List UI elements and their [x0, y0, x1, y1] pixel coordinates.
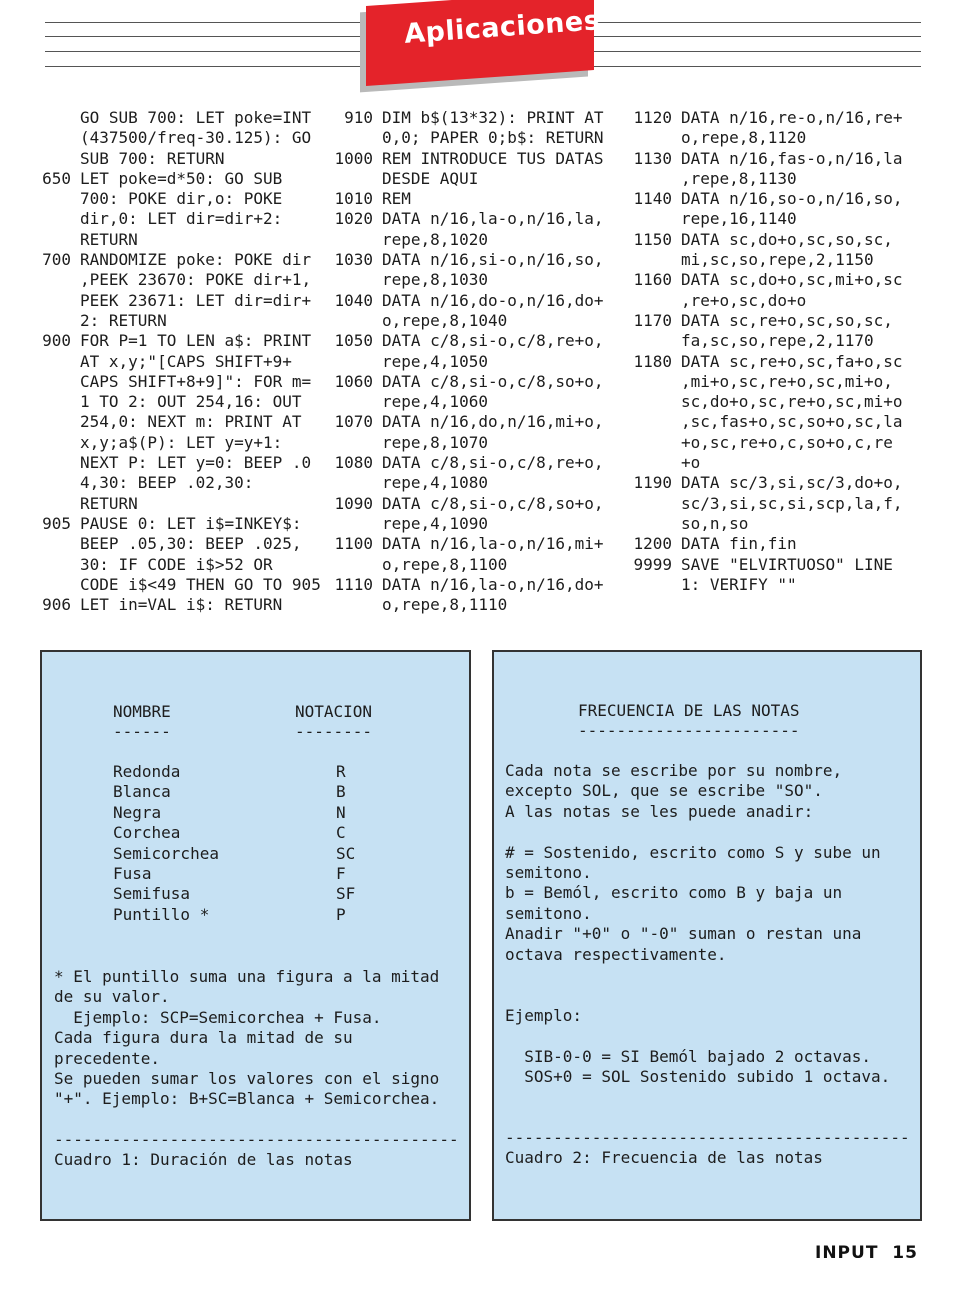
code-line: [322, 534, 604, 554]
code-text: mi,sc,so,repe,2,1150: [681, 250, 874, 270]
line-number: 700: [42, 250, 71, 270]
code-text: ,re+o,sc,do+o: [681, 290, 807, 310]
line-number: [0, 372, 80, 392]
box-title-rule: -----------------------: [578, 721, 800, 740]
line-number: 905: [42, 513, 71, 533]
code-line: [622, 372, 903, 392]
line-number: [0, 555, 80, 575]
code-text: REM INTRODUCE TUS DATAS: [382, 148, 604, 168]
line-number: [322, 514, 382, 534]
figure-name: Redonda: [113, 762, 181, 781]
line-number: [322, 230, 382, 250]
code-line: [322, 575, 604, 595]
code-line: [0, 189, 321, 209]
code-line: [622, 575, 903, 595]
column-header-name-rule: ------: [113, 722, 171, 741]
code-text: DATA c/8,si-o,c/8,re+o,: [382, 331, 604, 351]
line-number: [0, 392, 80, 412]
code-text: DATA c/8,si-o,c/8,so+o,: [382, 493, 604, 513]
code-line: [0, 108, 321, 128]
code-line: [0, 209, 321, 229]
code-text: GO SUB 700: LET poke=INT: [80, 108, 312, 127]
line-number: [322, 433, 382, 453]
line-number: 1080: [334, 453, 373, 473]
code-text: repe,8,1070: [382, 432, 488, 452]
line-number: 1180: [633, 351, 672, 371]
code-text: DATA c/8,si-o,c/8,so+o,: [382, 371, 604, 391]
figure-code: F: [336, 864, 346, 883]
code-text: o,repe,8,1100: [382, 554, 508, 574]
figure-code: N: [336, 802, 346, 822]
code-line: [622, 128, 903, 148]
code-line: [0, 494, 321, 514]
code-line: [322, 149, 604, 169]
code-line: [0, 352, 321, 372]
line-number: [0, 230, 80, 250]
code-text: DESDE AQUI: [382, 168, 479, 188]
code-text: AT x,y;"[CAPS SHIFT+9+: [80, 351, 292, 371]
page-footer: [815, 1243, 918, 1263]
line-number: [0, 575, 80, 595]
code-line: [0, 412, 321, 432]
code-line: [322, 453, 604, 473]
code-text: DATA sc,re+o,sc,so,sc,: [681, 310, 893, 330]
text-line: Anadir "+0" o "-0" suman o restan una: [505, 924, 862, 944]
listing-column-3: [622, 108, 903, 595]
line-number: 1000: [334, 148, 373, 168]
figure-code: P: [336, 904, 346, 924]
code-line: [622, 494, 903, 514]
listing-column-2: [322, 108, 604, 615]
code-line: [0, 534, 321, 554]
code-text: ,repe,8,1130: [681, 168, 797, 188]
line-number: [0, 534, 80, 554]
line-number: [0, 311, 80, 331]
code-line: [322, 555, 604, 575]
figure-name: Blanca: [113, 782, 171, 802]
code-text: repe,4,1090: [382, 513, 488, 533]
line-number: [0, 412, 80, 432]
line-number: [0, 433, 80, 453]
box-title: FRECUENCIA DE LAS NOTAS: [578, 701, 800, 720]
code-line: [322, 209, 604, 229]
line-number: [0, 291, 80, 311]
line-number: [322, 352, 382, 372]
code-line: [322, 230, 604, 250]
code-line: [322, 352, 604, 372]
code-text: 2: RETURN: [80, 310, 167, 330]
figure-name: Semifusa: [113, 884, 191, 904]
code-text: sc/3,si,sc,si,scp,la,f,: [681, 493, 903, 513]
code-line: [622, 433, 903, 453]
code-text: repe,8,1020: [382, 229, 488, 249]
code-text: repe,4,1060: [382, 392, 488, 412]
code-line: [622, 250, 903, 270]
code-line: [322, 494, 604, 514]
line-number: 910: [344, 108, 373, 127]
line-number: [322, 270, 382, 290]
figure-code: B: [336, 782, 346, 802]
code-line: [322, 514, 604, 534]
code-text: REM: [382, 189, 411, 209]
code-text: so,n,so: [681, 513, 749, 533]
note-line: Se pueden sumar los valores con el signo: [54, 1069, 440, 1088]
code-text: DIM b$(13*32): PRINT AT: [382, 108, 604, 127]
code-line: [322, 291, 604, 311]
code-text: DATA n/16,fas-o,n/16,la: [681, 148, 903, 168]
text-line: SIB-0-0 = SI Bemól bajado 2 octavas.: [505, 1046, 872, 1066]
code-text: DATA sc,do+o,sc,so,sc,: [681, 229, 893, 249]
figure-code: SF: [336, 884, 356, 904]
listing-column-1: [0, 108, 321, 615]
code-text: DATA n/16,do-o,n/16,do+: [382, 290, 604, 310]
code-text: 30: IF CODE i$>52 OR: [80, 554, 273, 574]
code-text: +o,sc,re+o,c,so+o,c,re: [681, 432, 893, 452]
code-text: DATA n/16,so-o,n/16,so,: [681, 189, 903, 209]
text-line: SOS+0 = SOL Sostenido subido 1 octava.: [505, 1067, 891, 1086]
code-line: [322, 372, 604, 392]
code-line: [622, 534, 903, 554]
code-line: [322, 108, 604, 128]
code-text: DATA sc,do+o,sc,mi+o,sc: [681, 270, 903, 290]
line-number: [622, 392, 681, 412]
code-text: DATA n/16,re-o,n/16,re+: [681, 108, 903, 127]
line-number: [622, 291, 681, 311]
line-number: [322, 392, 382, 412]
page-number: 15: [892, 1243, 918, 1263]
code-text: SUB 700: RETURN: [80, 148, 225, 168]
line-number: 1040: [334, 290, 373, 310]
code-line: [322, 392, 604, 412]
note-line: Cada figura dura la mitad de su: [54, 1028, 353, 1048]
line-number: 1120: [633, 108, 672, 127]
figure-name: Negra: [113, 802, 162, 822]
line-number: [322, 169, 382, 189]
code-line: [0, 291, 321, 311]
code-text: 0,0; PAPER 0;b$: RETURN: [382, 128, 604, 148]
code-text: CODE i$<49 THEN GO TO 905: [80, 574, 321, 594]
line-number: [622, 514, 681, 534]
line-number: 1130: [633, 148, 672, 168]
code-text: DATA n/16,do,n/16,mi+o,: [382, 412, 604, 432]
code-line: [322, 270, 604, 290]
line-number: [622, 209, 681, 229]
code-line: [322, 433, 604, 453]
code-text: +o: [681, 453, 701, 473]
line-number: [0, 270, 80, 290]
code-line: [0, 433, 321, 453]
code-text: LET poke=d*50: GO SUB: [80, 168, 283, 188]
code-text: repe,8,1030: [382, 270, 488, 290]
line-number: [622, 453, 681, 473]
code-text: DATA n/16,la-o,n/16,la,: [382, 209, 604, 229]
code-line: [322, 331, 604, 351]
line-number: 1020: [334, 209, 373, 229]
figure-name: Puntillo *: [113, 904, 210, 924]
line-number: [0, 494, 80, 514]
code-line: [622, 149, 903, 169]
code-text: ,sc,fas+o,sc,so+o,sc,la: [681, 412, 903, 432]
text-line: semitono.: [505, 863, 592, 882]
section-title: Aplicaciones: [403, 5, 602, 50]
note-line: "+". Ejemplo: B+SC=Blanca + Semicorchea.: [54, 1089, 440, 1109]
code-line: [622, 412, 903, 432]
code-text: NEXT P: LET y=0: BEEP .0: [80, 453, 312, 473]
figure-code: R: [336, 762, 346, 781]
text-line: b = Bemól, escrito como B y baja un: [505, 883, 843, 903]
code-line: [0, 270, 321, 290]
line-number: [0, 453, 80, 473]
text-line: Ejemplo:: [505, 1005, 583, 1025]
code-text: LET in=VAL i$: RETURN: [80, 595, 283, 615]
line-number: 1150: [633, 229, 672, 249]
code-line: [0, 169, 321, 189]
code-text: 254,0: NEXT m: PRINT AT: [80, 412, 302, 432]
code-text: RETURN: [80, 229, 138, 249]
code-line: [0, 473, 321, 493]
code-line: [0, 595, 321, 615]
figure-code: C: [336, 823, 346, 843]
code-line: [0, 392, 321, 412]
line-number: 650: [42, 168, 71, 188]
code-line: [0, 331, 321, 351]
line-number: 1170: [633, 310, 672, 330]
text-line: # = Sostenido, escrito como S y sube un: [505, 842, 881, 862]
line-number: [322, 555, 382, 575]
box-caption: Cuadro 2: Frecuencia de las notas: [505, 1148, 823, 1167]
duration-table-box: [40, 650, 471, 1221]
column-header-notation: NOTACION: [295, 702, 373, 721]
note-line: Ejemplo: SCP=Semicorchea + Fusa.: [54, 1007, 382, 1027]
code-text: DATA n/16,la-o,n/16,do+: [382, 574, 604, 594]
column-header-name: NOMBRE: [113, 702, 171, 721]
code-text: PAUSE 0: LET i$=INKEY$:: [80, 513, 302, 533]
code-line: [622, 270, 903, 290]
line-number: 906: [42, 595, 71, 615]
line-number: 1200: [633, 534, 672, 554]
caption-separator: ------------------------------------------: [505, 1128, 910, 1147]
code-text: FOR P=1 TO LEN a$: PRINT: [80, 331, 312, 351]
figure-name: Semicorchea: [113, 843, 219, 863]
code-line: [322, 189, 604, 209]
line-number: 1190: [633, 473, 672, 493]
code-text: SAVE "ELVIRTUOSO" LINE: [681, 554, 893, 574]
line-number: 1030: [334, 250, 373, 270]
code-text: 700: POKE dir,o: POKE: [80, 189, 283, 209]
text-line: A las notas se les puede anadir:: [505, 801, 814, 821]
line-number: [622, 331, 681, 351]
code-text: 4,30: BEEP .02,30:: [80, 473, 254, 493]
line-number: [0, 473, 80, 493]
line-number: 1140: [633, 189, 672, 209]
line-number: [322, 311, 382, 331]
code-line: [622, 291, 903, 311]
line-number: 1010: [334, 189, 373, 209]
line-number: [0, 189, 80, 209]
line-number: [622, 128, 681, 148]
code-text: DATA n/16,si-o,n/16,so,: [382, 250, 604, 270]
code-line: [322, 412, 604, 432]
note-line: de su valor.: [54, 987, 170, 1007]
line-number: 1070: [334, 412, 373, 432]
line-number: 900: [42, 331, 71, 351]
code-text: DATA sc,re+o,sc,fa+o,sc: [681, 351, 903, 371]
line-number: 1060: [334, 371, 373, 391]
line-number: [322, 473, 382, 493]
line-number: [622, 169, 681, 189]
code-text: DATA fin,fin: [681, 534, 797, 554]
code-text: 1: VERIFY "": [681, 574, 797, 594]
code-text: RANDOMIZE poke: POKE dir: [80, 250, 312, 270]
note-line: precedente.: [54, 1048, 160, 1068]
line-number: 1110: [334, 574, 373, 594]
line-number: [0, 209, 80, 229]
code-line: [622, 108, 903, 128]
line-number: 1160: [633, 270, 672, 290]
code-line: [322, 311, 604, 331]
line-number: [0, 149, 80, 169]
note-line: * El puntillo suma una figura a la mitad: [54, 967, 440, 986]
code-text: DATA n/16,la-o,n/16,mi+: [382, 534, 604, 554]
code-line: [622, 514, 903, 534]
code-line: [322, 128, 604, 148]
text-line: octava respectivamente.: [505, 944, 727, 964]
code-line: [322, 250, 604, 270]
line-number: [0, 128, 80, 148]
line-number: [622, 412, 681, 432]
code-line: [322, 473, 604, 493]
code-text: o,repe,8,1110: [382, 595, 508, 615]
code-text: dir,0: LET dir=dir+2:: [80, 209, 283, 229]
code-line: [0, 453, 321, 473]
frequency-info-box: [492, 650, 922, 1221]
code-text: repe,4,1050: [382, 351, 488, 371]
code-line: [622, 331, 903, 351]
line-number: 1090: [334, 493, 373, 513]
code-text: BEEP .05,30: BEEP .025,: [80, 534, 302, 554]
magazine-name: INPUT: [815, 1243, 879, 1263]
code-text: x,y;a$(P): LET y=y+1:: [80, 432, 283, 452]
code-line: [322, 595, 604, 615]
code-line: [0, 555, 321, 575]
code-text: RETURN: [80, 493, 138, 513]
code-text: fa,sc,so,repe,2,1170: [681, 331, 874, 351]
code-line: [622, 209, 903, 229]
code-line: [622, 230, 903, 250]
code-line: [622, 555, 903, 575]
code-text: ,PEEK 23670: POKE dir+1,: [80, 270, 312, 290]
code-text: PEEK 23671: LET dir=dir+: [80, 290, 312, 310]
text-line: Cada nota se escribe por su nombre,: [505, 761, 843, 780]
code-line: [622, 169, 903, 189]
figure-name: Corchea: [113, 823, 181, 843]
code-line: [0, 250, 321, 270]
line-number: [0, 352, 80, 372]
line-number: [322, 128, 382, 148]
line-number: 1100: [334, 534, 373, 554]
code-line: [0, 128, 321, 148]
code-line: [622, 473, 903, 493]
code-line: [0, 311, 321, 331]
code-line: [622, 352, 903, 372]
code-text: repe,4,1080: [382, 473, 488, 493]
line-number: [622, 433, 681, 453]
code-line: [622, 189, 903, 209]
code-text: CAPS SHIFT+8+9]": FOR m=: [80, 371, 312, 391]
code-line: [0, 575, 321, 595]
code-line: [0, 514, 321, 534]
code-line: [0, 230, 321, 250]
code-line: [622, 392, 903, 412]
line-number: [622, 372, 681, 392]
caption-separator: ------------------------------------------: [54, 1130, 459, 1149]
code-text: DATA c/8,si-o,c/8,re+o,: [382, 453, 604, 473]
code-line: [622, 453, 903, 473]
line-number: 9999: [633, 554, 672, 574]
line-number: 1050: [334, 331, 373, 351]
figure-name: Fusa: [113, 864, 152, 883]
box-caption: Cuadro 1: Duración de las notas: [54, 1150, 353, 1169]
text-line: semitono.: [505, 903, 592, 923]
column-header-notation-rule: --------: [295, 722, 373, 741]
figure-code: SC: [336, 843, 356, 863]
code-line: [622, 311, 903, 331]
code-text: 1 TO 2: OUT 254,16: OUT: [80, 392, 302, 412]
code-text: o,repe,8,1040: [382, 310, 508, 330]
code-line: [322, 169, 604, 189]
line-number: [622, 575, 681, 595]
line-number: [322, 595, 382, 615]
line-number: [0, 108, 80, 128]
text-line: excepto SOL, que se escribe "SO".: [505, 781, 823, 801]
line-number: [622, 494, 681, 514]
code-text: o,repe,8,1120: [681, 128, 807, 148]
code-line: [0, 372, 321, 392]
code-text: (437500/freq-30.125): GO: [80, 128, 312, 148]
code-text: ,mi+o,sc,re+o,sc,mi+o,: [681, 371, 893, 391]
code-text: repe,16,1140: [681, 209, 797, 229]
code-text: DATA sc/3,si,sc/3,do+o,: [681, 473, 903, 493]
code-text: sc,do+o,sc,re+o,sc,mi+o: [681, 392, 903, 412]
line-number: [622, 250, 681, 270]
code-line: [0, 149, 321, 169]
